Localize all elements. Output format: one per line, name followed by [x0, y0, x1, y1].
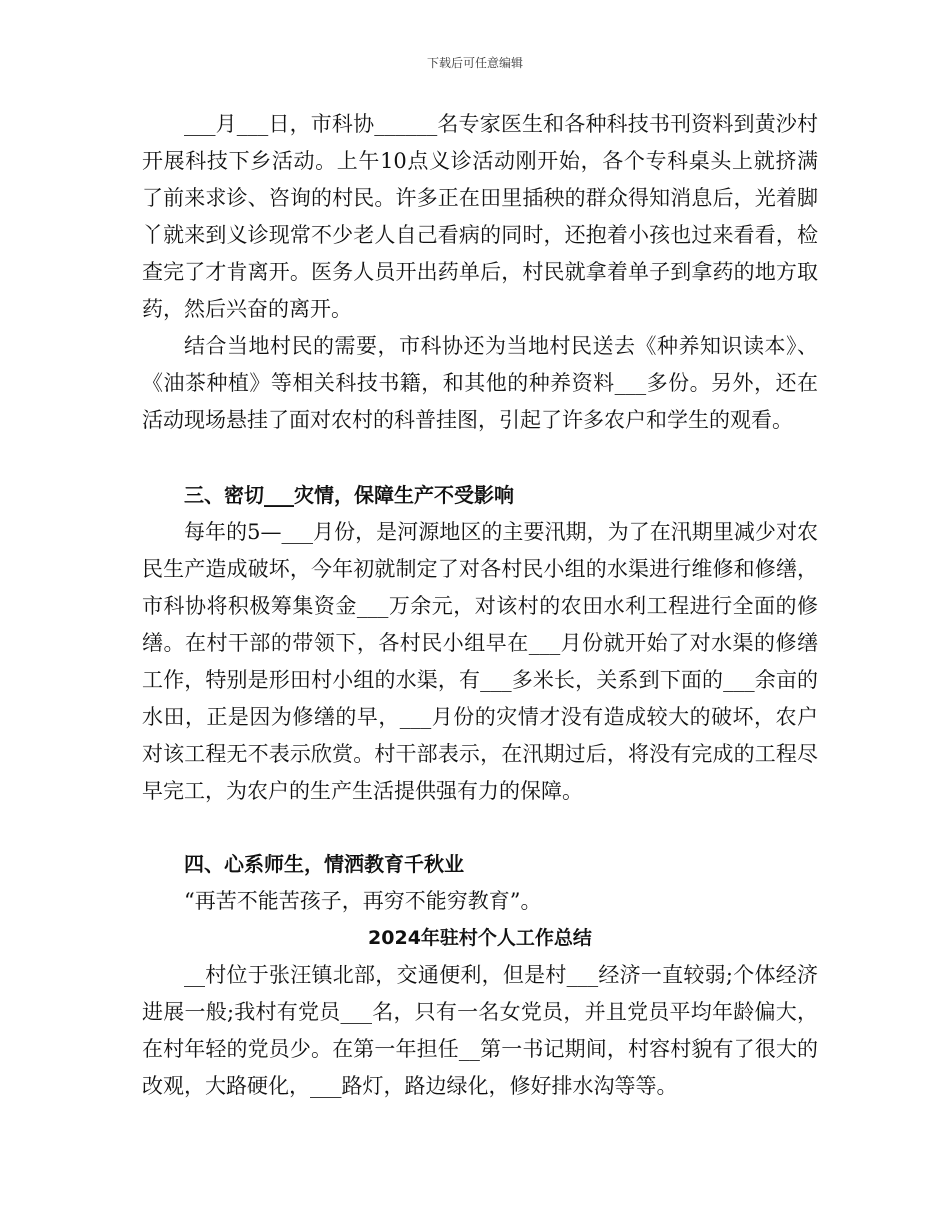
page-header: 下载后可任意编辑	[426, 56, 523, 70]
paragraph-volunteer-clinic: ___月___日，市科协______名专家医生和各种科技书刊资料到黄沙村开展科技下乡活动。上午10点义诊活动刚开始，各个专科桌头上就挤满了前来求诊、咨询的村民。许多正在田里插秧的群众得知消息后，光着脚丫就来到义诊现常不少老人自己看病的同时，还抱着小孩也过来看看，检查完了才肯离开。医务人员开出药单后，村民就拿着单子到拿药的地方取药，然后兴奋的离开。	[142, 112, 818, 321]
paragraph-books-donation: 结合当地村民的需要，市科协还为当地村民送去《种养知识读本》、《油茶种植》等相关科技书籍，和其他的种养资料___多份。另外，还在活动现场悬挂了面对农村的科普挂图，引起了许多农户和学生的观看。	[142, 334, 818, 432]
paragraph-flood-season: 每年的5—___月份，是河源地区的主要汛期，为了在汛期里减少对农民生产造成破坏，今年初就制定了对各村民小组的水渠进行维修和修缮，市科协将积极筹集资金___万余元，对该村的农田水利工程进行全面的修缮。在村干部的带领下，各村民小组早在___月份就开始了对水渠的修缮工作，特别是形田村小组的水渠，有___多米长，关系到下面的___余亩的水田，正是因为修缮的早，___月份的灾情才没有造成较大的破坏，农户对该工程无不表示欣赏。村干部表示，在汛期过后，将没有完成的工程尽早完工，为农户的生产生活提供强有力的保障。	[142, 520, 818, 803]
section-three	[142, 477, 818, 810]
summary-section	[142, 920, 818, 1105]
paragraph-education-quote: “再苦不能苦孩子，再穷不能穷教育”。	[184, 889, 542, 913]
section-heading: 四、心系师生，情洒教育千秋业	[184, 852, 464, 876]
section-two-tail	[142, 106, 818, 439]
paragraph-village-overview: __村位于张汪镇北部，交通便利，但是村___经济一直较弱;个体经济进展一般;我村有党员___名，只有一名女党员，并且党员平均年龄偏大，在村年轻的党员少。在第一年担任__第一书记期间，村容村貌有了很大的改观，大路硬化，___路灯，路边绿化，修好排水沟等等。	[142, 963, 818, 1098]
section-four	[142, 846, 818, 920]
document-title: 2024年驻村个人工作总结	[368, 927, 592, 949]
section-heading: 三、密切___灾情，保障生产不受影响	[184, 483, 514, 507]
